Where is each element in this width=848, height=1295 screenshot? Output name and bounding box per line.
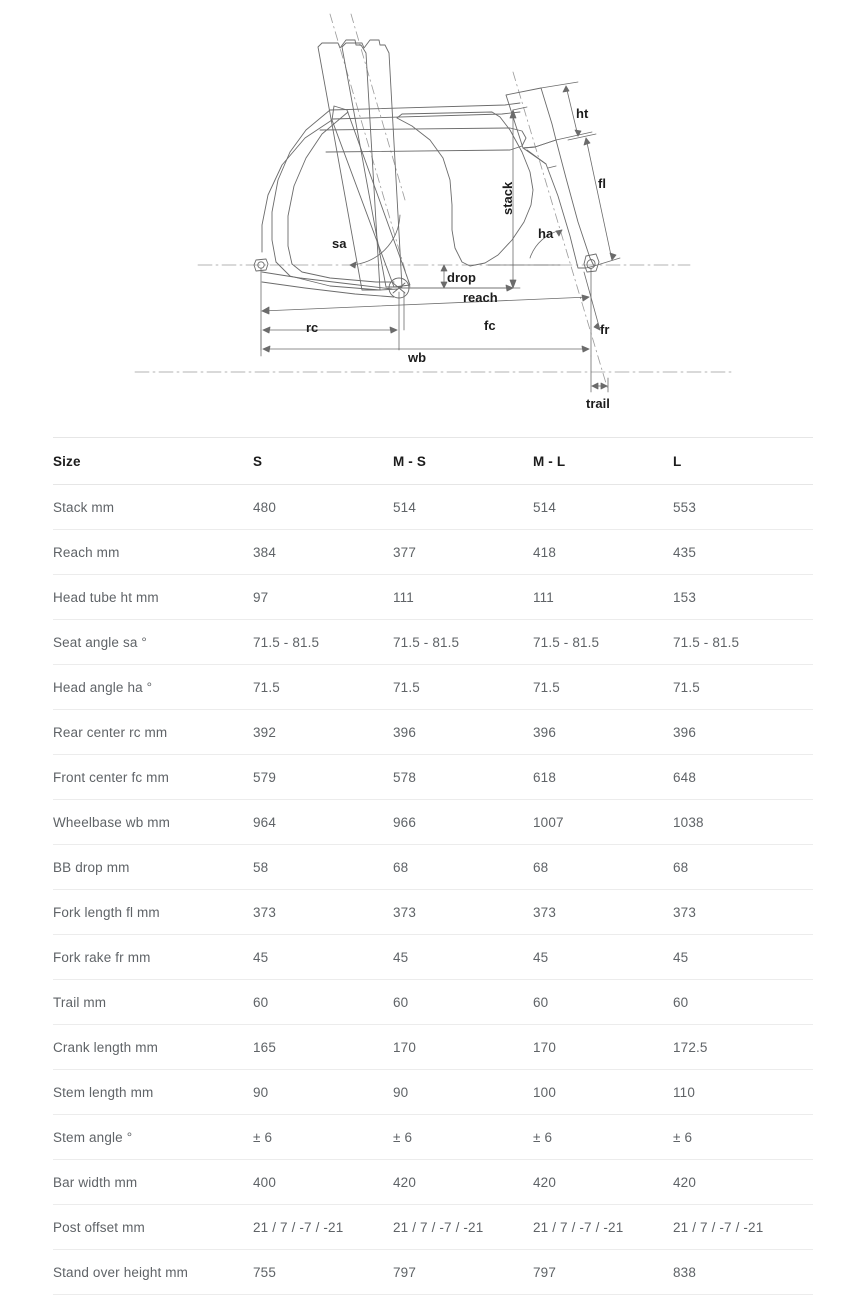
row-label: Wheelbase wb mm <box>53 800 253 845</box>
cell-m-s: 21 / 7 / -7 / -21 <box>393 1205 533 1250</box>
cell-s: 392 <box>253 710 393 755</box>
table-row <box>53 665 813 710</box>
seat-stay <box>262 120 332 252</box>
row-label: Bar width mm <box>53 1160 253 1205</box>
cell-m-l: 797 <box>533 1250 673 1295</box>
cell-m-s: 578 <box>393 755 533 800</box>
cell-m-l: 71.5 - 81.5 <box>533 620 673 665</box>
row-label: Reach mm <box>53 530 253 575</box>
row-label: Stem length mm <box>53 1070 253 1115</box>
row-label: Stand over height mm <box>53 1250 253 1295</box>
front-dropout <box>584 254 599 272</box>
cell-m-l: 396 <box>533 710 673 755</box>
table-row <box>53 1115 813 1160</box>
table-row <box>53 890 813 935</box>
cell-l: 648 <box>673 755 813 800</box>
column-header-s: S <box>253 438 393 485</box>
cell-m-l: 1007 <box>533 800 673 845</box>
row-label: Post offset mm <box>53 1205 253 1250</box>
table-row <box>53 485 813 530</box>
cell-l: 21 / 7 / -7 / -21 <box>673 1205 813 1250</box>
cell-m-l: 373 <box>533 890 673 935</box>
cell-m-l: 111 <box>533 575 673 620</box>
geo-label-stack: stack <box>500 181 515 215</box>
geo-label-fr: fr <box>600 322 610 337</box>
cell-m-l: 100 <box>533 1070 673 1115</box>
cell-m-s: 170 <box>393 1025 533 1070</box>
cell-l: 172.5 <box>673 1025 813 1070</box>
cell-m-l: 21 / 7 / -7 / -21 <box>533 1205 673 1250</box>
cell-s: 45 <box>253 935 393 980</box>
cell-m-l: 71.5 <box>533 665 673 710</box>
table-header <box>53 438 813 485</box>
seat-post <box>318 40 402 290</box>
geo-label-wb: wb <box>408 350 427 365</box>
cell-s: 90 <box>253 1070 393 1115</box>
cell-m-s: 420 <box>393 1160 533 1205</box>
cell-m-s: 396 <box>393 710 533 755</box>
cell-l: 153 <box>673 575 813 620</box>
geometry-spec-table <box>53 437 813 1295</box>
cell-l: 396 <box>673 710 813 755</box>
cell-m-s: 111 <box>393 575 533 620</box>
row-label: Front center fc mm <box>53 755 253 800</box>
table-row <box>53 1250 813 1295</box>
cell-l: 373 <box>673 890 813 935</box>
geo-label-ha: ha <box>538 226 554 241</box>
cell-m-s: 377 <box>393 530 533 575</box>
dim-rc <box>261 268 399 350</box>
table-row <box>53 800 813 845</box>
table-row <box>53 1160 813 1205</box>
column-header-m-s: M - S <box>393 438 533 485</box>
cell-s: 480 <box>253 485 393 530</box>
cell-m-s: 71.5 - 81.5 <box>393 620 533 665</box>
cell-s: 97 <box>253 575 393 620</box>
row-label: BB drop mm <box>53 845 253 890</box>
cell-l: ± 6 <box>673 1115 813 1160</box>
cell-m-l: 418 <box>533 530 673 575</box>
cell-s: 579 <box>253 755 393 800</box>
cell-m-l: 45 <box>533 935 673 980</box>
geometry-drawing <box>0 0 848 430</box>
cell-m-s: 45 <box>393 935 533 980</box>
geo-label-rc: rc <box>306 320 319 335</box>
cell-s: 964 <box>253 800 393 845</box>
geo-label-trail: trail <box>586 396 610 411</box>
fork <box>523 140 594 268</box>
row-label: Crank length mm <box>53 1025 253 1070</box>
cell-m-s: 373 <box>393 890 533 935</box>
cell-l: 1038 <box>673 800 813 845</box>
dim-sa <box>350 215 400 268</box>
geo-label-fl: fl <box>598 176 606 191</box>
cell-m-s: 966 <box>393 800 533 845</box>
cell-l: 71.5 - 81.5 <box>673 620 813 665</box>
row-label: Head tube ht mm <box>53 575 253 620</box>
row-label: Stem angle ° <box>53 1115 253 1160</box>
row-label: Fork length fl mm <box>53 890 253 935</box>
table-row <box>53 980 813 1025</box>
cell-l: 420 <box>673 1160 813 1205</box>
table-row <box>53 935 813 980</box>
bike-frame-geometry-diagram <box>0 0 848 430</box>
table-header-row <box>53 438 813 485</box>
table-row <box>53 1070 813 1115</box>
row-label: Fork rake fr mm <box>53 935 253 980</box>
cell-s: 384 <box>253 530 393 575</box>
cell-l: 68 <box>673 845 813 890</box>
cell-l: 435 <box>673 530 813 575</box>
cell-m-s: 60 <box>393 980 533 1025</box>
geo-label-reach: reach <box>463 290 498 305</box>
table-body <box>53 485 813 1295</box>
cell-m-s: 797 <box>393 1250 533 1295</box>
cell-m-s: 68 <box>393 845 533 890</box>
cell-s: ± 6 <box>253 1115 393 1160</box>
cell-l: 110 <box>673 1070 813 1115</box>
cell-m-l: 618 <box>533 755 673 800</box>
cell-m-l: 68 <box>533 845 673 890</box>
table-row <box>53 1025 813 1070</box>
cell-m-l: 60 <box>533 980 673 1025</box>
cell-s: 373 <box>253 890 393 935</box>
cell-m-s: ± 6 <box>393 1115 533 1160</box>
cell-l: 553 <box>673 485 813 530</box>
cell-m-s: 71.5 <box>393 665 533 710</box>
cell-m-l: 514 <box>533 485 673 530</box>
cell-l: 45 <box>673 935 813 980</box>
geo-label-ht: ht <box>576 106 589 121</box>
cell-m-l: 420 <box>533 1160 673 1205</box>
geo-label-fc: fc <box>484 318 496 333</box>
row-label: Trail mm <box>53 980 253 1025</box>
row-label: Stack mm <box>53 485 253 530</box>
cell-s: 58 <box>253 845 393 890</box>
cell-s: 71.5 - 81.5 <box>253 620 393 665</box>
column-header-m-l: M - L <box>533 438 673 485</box>
cell-s: 21 / 7 / -7 / -21 <box>253 1205 393 1250</box>
cell-s: 165 <box>253 1025 393 1070</box>
cell-s: 755 <box>253 1250 393 1295</box>
chain-stay <box>262 272 394 297</box>
geo-label-drop: drop <box>447 270 476 285</box>
cell-s: 71.5 <box>253 665 393 710</box>
table-row <box>53 530 813 575</box>
cell-s: 60 <box>253 980 393 1025</box>
row-label: Seat angle sa ° <box>53 620 253 665</box>
table-row <box>53 1205 813 1250</box>
table-row <box>53 710 813 755</box>
cell-m-l: 170 <box>533 1025 673 1070</box>
table-row <box>53 845 813 890</box>
dim-fl <box>568 134 620 266</box>
cell-m-s: 90 <box>393 1070 533 1115</box>
cell-m-l: ± 6 <box>533 1115 673 1160</box>
cell-l: 838 <box>673 1250 813 1295</box>
geometry-spec-table-wrapper <box>53 437 813 1295</box>
table-row <box>53 755 813 800</box>
column-header-size: Size <box>53 438 253 485</box>
row-label: Rear center rc mm <box>53 710 253 755</box>
geo-label-sa: sa <box>332 236 347 251</box>
cell-l: 60 <box>673 980 813 1025</box>
cell-m-s: 514 <box>393 485 533 530</box>
table-row <box>53 620 813 665</box>
dim-fr <box>584 272 600 330</box>
cell-s: 400 <box>253 1160 393 1205</box>
cell-l: 71.5 <box>673 665 813 710</box>
column-header-l: L <box>673 438 813 485</box>
row-label: Head angle ha ° <box>53 665 253 710</box>
table-row <box>53 575 813 620</box>
